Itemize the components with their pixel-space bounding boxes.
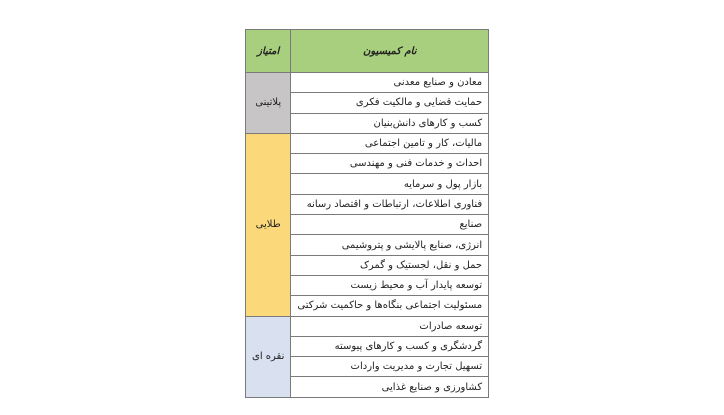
commission-name-cell: توسعه صادرات [291, 316, 489, 336]
table-row [246, 133, 489, 153]
commission-name-cell: فناوری اطلاعات، ارتباطات و اقتصاد رسانه [291, 194, 489, 214]
commission-name-cell: بازار پول و سرمایه [291, 174, 489, 194]
table-row [246, 316, 489, 336]
score-tier-cell: پلاتینی [246, 73, 291, 134]
table-row [246, 73, 489, 93]
commission-name-cell: انرژی، صنایع پالایشی و پتروشیمی [291, 235, 489, 255]
score-tier-cell: نقره ای [246, 316, 291, 397]
commission-table [245, 29, 489, 398]
commission-name-cell: صنایع [291, 215, 489, 235]
score-tier-cell: طلایی [246, 133, 291, 316]
commission-name-cell: تسهیل تجارت و مدیریت واردات [291, 357, 489, 377]
commission-name-cell: کشاورزی و صنایع غذایی [291, 377, 489, 397]
header-score: امتیاز [246, 30, 291, 73]
commission-name-cell: توسعه پایدار آب و محیط زیست [291, 275, 489, 295]
commission-name-cell: احداث و خدمات فنی و مهندسی [291, 154, 489, 174]
commission-name-cell: مالیات، کار و تامین اجتماعی [291, 133, 489, 153]
commission-name-cell: حمایت قضایی و مالکیت فکری [291, 93, 489, 113]
commission-name-cell: گردشگری و کسب و کارهای پیوسته [291, 336, 489, 356]
commission-name-cell: کسب و کارهای دانش‌بنیان [291, 113, 489, 133]
header-row [246, 30, 489, 73]
header-commission-name: نام کمیسیون [291, 30, 489, 73]
commission-name-cell: معادن و صنایع معدنی [291, 73, 489, 93]
commission-name-cell: مسئولیت اجتماعی بنگاه‌ها و حاکمیت شرکتی [291, 296, 489, 316]
commission-name-cell: حمل و نقل، لجستیک و گمرک [291, 255, 489, 275]
